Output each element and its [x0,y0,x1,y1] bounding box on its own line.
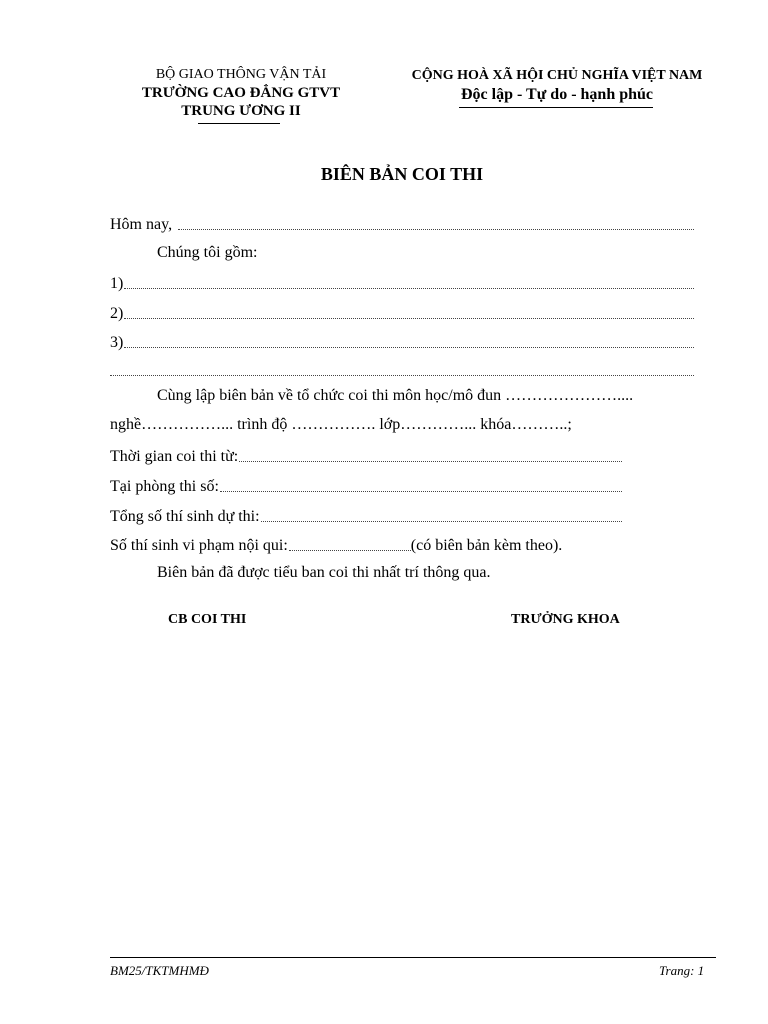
member-line-3 [110,330,694,352]
violation-blank[interactable] [289,550,411,551]
country-name: CỘNG HOÀ XÃ HỘI CHỦ NGHĨA VIỆT NAM [411,68,703,83]
member-3-blank[interactable] [124,347,694,348]
member-3-label: 3) [110,334,124,351]
extra-line [110,358,694,380]
issuer-underline [198,123,280,124]
date-line [110,212,694,234]
time-label: Thời gian coi thi từ: [110,448,239,465]
national-header [386,67,728,105]
room-line [110,474,622,496]
footer-rule [110,957,716,958]
member-2-label: 2) [110,305,124,322]
major-line: nghề……………... trình độ ……………. lớp…………... khóa………..; [110,416,572,433]
dean-signature-label: TRƯỞNG KHOA [511,612,620,627]
total-blank[interactable] [261,521,622,522]
national-motto: Độc lập - Tự do - hạnh phúc [460,86,654,103]
school-name-line1: TRƯỜNG CAO ĐẲNG GTVT [141,85,341,101]
violation-line [110,533,694,555]
room-blank[interactable] [220,491,622,492]
members-label: Chúng tôi gồm: [157,244,258,261]
proctor-signature-label: CB COI THI [168,612,247,627]
agreement-text: Biên bản đã được tiểu ban coi thi nhất trí thông qua. [157,564,491,581]
motto-underline [459,107,653,108]
date-blank[interactable] [178,229,694,230]
violation-label: Số thí sinh vi phạm nội qui: [110,537,288,554]
subject-line: Cùng lập biên bản về tổ chức coi thi môn học/mô đun ………………….... [157,387,634,404]
time-line [110,444,622,466]
school-name-line2: TRUNG ƯƠNG II [181,103,301,119]
ministry-name: BỘ GIAO THÔNG VẬN TẢI [155,67,327,82]
page-number: Trang: 1 [659,963,705,978]
form-code: BM25/TKTMHMĐ [110,963,209,978]
member-2-blank[interactable] [124,318,694,319]
issuer-block [110,66,372,120]
room-label: Tại phòng thi số: [110,478,219,495]
violation-note: (có biên bản kèm theo). [410,537,563,554]
total-label: Tổng số thí sinh dự thi: [110,508,260,525]
date-label: Hôm nay, [110,216,173,233]
member-line-2 [110,301,694,323]
time-blank[interactable] [239,461,622,462]
extra-blank[interactable] [110,375,694,376]
document-title: BIÊN BẢN COI THI [320,164,484,184]
member-1-label: 1) [110,275,124,292]
member-1-blank[interactable] [124,288,694,289]
total-line [110,504,622,526]
member-line-1 [110,271,694,293]
